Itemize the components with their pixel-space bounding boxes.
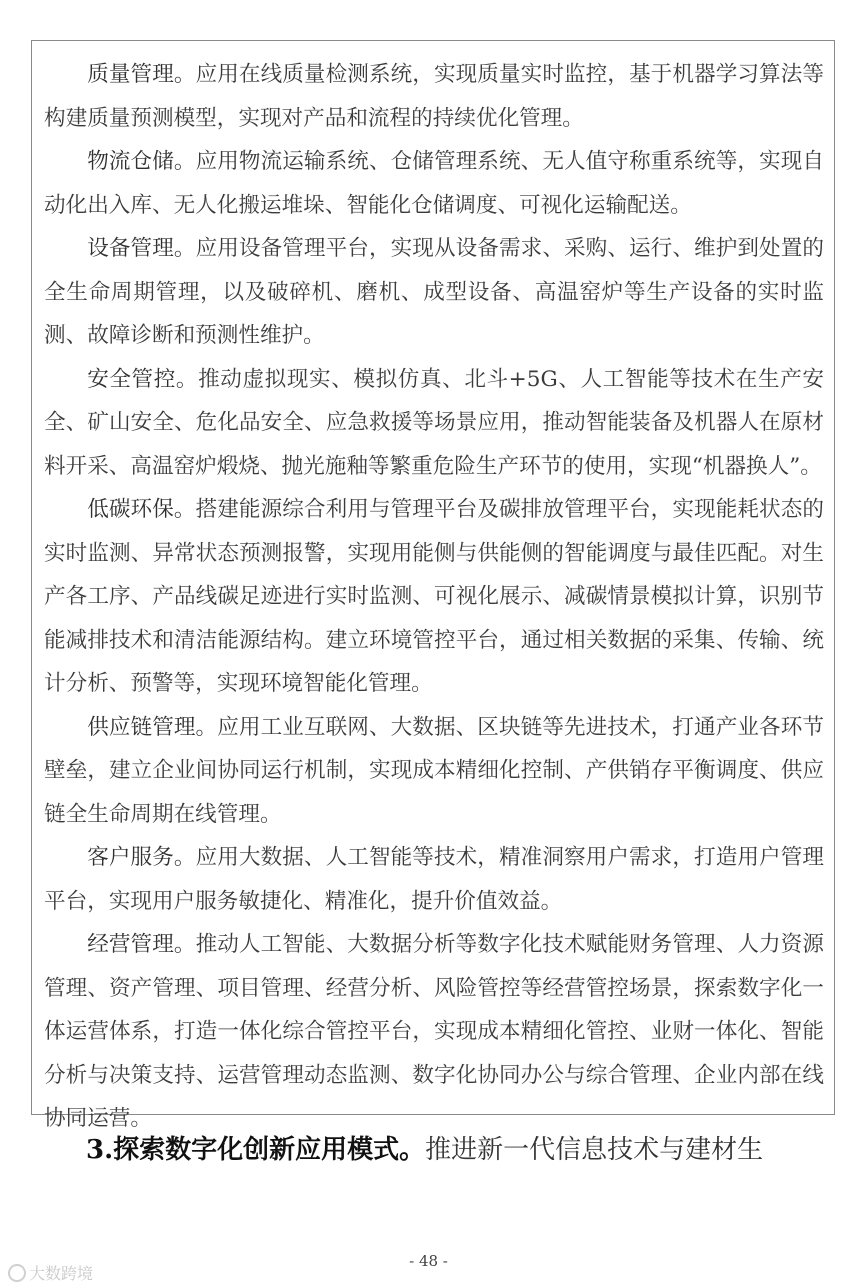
paragraph-customer-service — [44, 836, 824, 923]
paragraph-equipment — [44, 227, 824, 358]
paragraph-safety — [44, 358, 824, 489]
paragraph-heading: 物流仓储。 — [87, 149, 196, 174]
paragraph-body: 应用设备管理平台，实现从设备需求、采购、运行、维护到处置的全生命周期管理，以及破碎机、磨机、成型设备、高温窑炉等生产设备的实时监测、故障诊断和预测性维护。 — [44, 236, 824, 348]
paragraph-logistics — [44, 140, 824, 227]
paragraph-body: 应用物流运输系统、仓储管理系统、无人值守称重系统等，实现自动化出入库、无人化搬运堆垛、智能化仓储调度、可视化运输配送。 — [44, 149, 824, 218]
paragraph-low-carbon — [44, 488, 824, 706]
page-number: - 48 - — [409, 1252, 448, 1270]
watermark-text: 大数跨境 — [29, 1264, 94, 1283]
section-body: 推进新一代信息技术与建材生 — [425, 1135, 764, 1165]
text-box — [31, 40, 835, 1131]
section-heading-line — [86, 1130, 763, 1170]
paragraph-heading: 安全管控。 — [87, 366, 199, 392]
watermark — [8, 1261, 93, 1284]
text-box-content — [44, 53, 824, 1141]
paragraph-heading: 经营管理。 — [87, 932, 196, 957]
paragraph-heading: 供应链管理。 — [87, 714, 218, 740]
paragraph-body: 搭建能源综合利用与管理平台及碳排放管理平台，实现能耗状态的实时监测、异常状态预测报警，实现用能侧与供能侧的智能调度与最佳匹配。对生产各工序、产品线碳足迹进行实时监测、可视化展示、减碳情景模拟计算，识别节能减排技术和清洁能源结构。建立环境管控平台，通过相关数据的采集、传输、统计分析、预警等，实现环境智能化管理。 — [44, 497, 824, 696]
paragraph-body: 应用大数据、人工智能等技术，精准洞察用户需求，打造用户管理平台，实现用户服务敏捷化、精准化，提升价值效益。 — [44, 845, 824, 914]
paragraph-heading: 质量管理。 — [87, 62, 196, 87]
paragraph-supply-chain — [44, 706, 824, 837]
section-title: 3.探索数字化创新应用模式。 — [86, 1135, 426, 1165]
paragraph-heading: 设备管理。 — [87, 236, 196, 261]
paragraph-body: 推动虚拟现实、模拟仿真、北斗+5G、人工智能等技术在生产安全、矿山安全、危化品安全、应急救援等场景应用，推动智能装备及机器人在原材料开采、高温窑炉煅烧、抛光施釉等繁重危险生产环节的使用，实现“机器换人”。 — [44, 366, 824, 479]
paragraph-body: 应用在线质量检测系统，实现质量实时监控，基于机器学习算法等构建质量预测模型，实现对产品和流程的持续优化管理。 — [44, 62, 824, 131]
paragraph-body: 应用工业互联网、大数据、区块链等先进技术，打通产业各环节壁垒，建立企业间协同运行机制，实现成本精细化控制、产供销存平衡调度、供应链全生命周期在线管理。 — [44, 714, 824, 827]
paragraph-operations — [44, 923, 824, 1141]
paragraph-heading: 低碳环保。 — [87, 497, 196, 522]
watermark-logo-icon — [8, 1264, 26, 1282]
paragraph-heading: 客户服务。 — [87, 845, 196, 870]
paragraph-body: 推动人工智能、大数据分析等数字化技术赋能财务管理、人力资源管理、资产管理、项目管理、经营分析、风险管控等经营管控场景，探索数字化一体运营体系，打造一体化综合管控平台，实现成本精细化管控、业财一体化、智能分析与决策支持、运营管理动态监测、数字化协同办公与综合管理、企业内部在线协同运营。 — [44, 932, 824, 1131]
paragraph-quality — [44, 53, 824, 140]
